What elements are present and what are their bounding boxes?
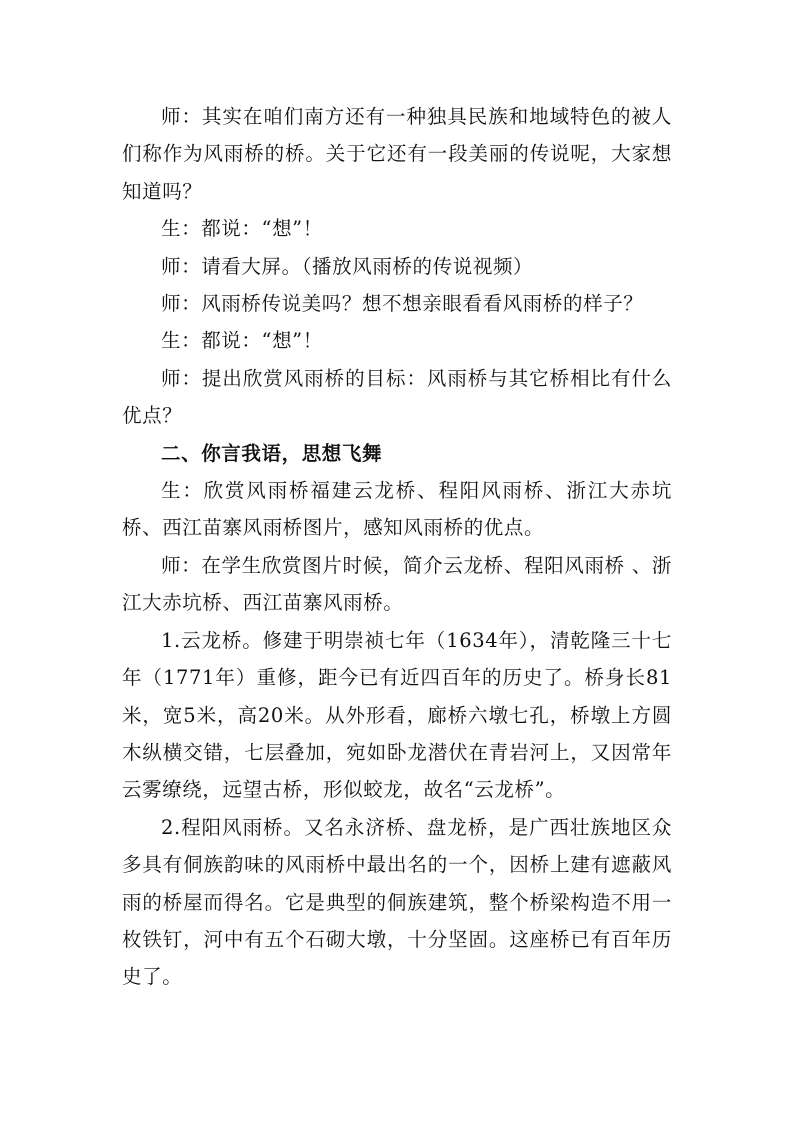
paragraph-chengyang-bridge: 2.程阳风雨桥。又名永济桥、盘龙桥，是广西壮族地区众多具有侗族韵味的风雨桥中最出名的一个，因桥上建有遮蔽风雨的桥屋而得名。它是典型的侗族建筑，整个桥梁构造不用一枚铁钉，河中有五个石砌大墩，十分坚固。这座桥已有百年历史了。 bbox=[122, 815, 672, 989]
section-heading: 二、你言我语，思想飞舞 bbox=[161, 441, 383, 465]
paragraph-students-reply-1: 生：都说：“想”！ bbox=[161, 217, 323, 241]
paragraph-teacher-brief: 师：在学生欣赏图片时候，简介云龙桥、程阳风雨桥 、浙江大赤坑桥、西江苗寨风雨桥。 bbox=[122, 553, 672, 615]
document-body bbox=[122, 98, 672, 996]
paragraph-students-appreciate: 生：欣赏风雨桥福建云龙桥、程阳风雨桥、浙江大赤坑桥、西江苗寨风雨桥图片，感知风雨桥的优点。 bbox=[122, 479, 672, 540]
paragraph-teacher-intro: 师：其实在咱们南方还有一种独具民族和地域特色的被人们称作为风雨桥的桥。关于它还有一段美丽的传说呢，大家想知道吗？ bbox=[122, 105, 672, 203]
paragraph-teacher-goal: 师：提出欣赏风雨桥的目标：风雨桥与其它桥相比有什么优点？ bbox=[122, 366, 672, 428]
paragraph-yunlong-bridge: 1.云龙桥。修建于明崇祯七年（1634年），清乾隆三十七年（1771年）重修，距今已有近四百年的历史了。桥身长81米，宽5米，高20米。从外形看，廊桥六墩七孔，桥墩上方圆木纵横交错，七层叠加，宛如卧龙潜伏在青岩河上，又因常年云雾缭绕，远望古桥，形似蛟龙，故名“云龙桥”。 bbox=[122, 628, 672, 802]
paragraph-teacher-video: 师：请看大屏。（播放风雨桥的传说视频） bbox=[161, 254, 534, 278]
paragraph-teacher-question: 师：风雨桥传说美吗？想不想亲眼看看风雨桥的样子？ bbox=[161, 292, 644, 316]
paragraph-students-reply-2: 生：都说：“想”！ bbox=[161, 329, 323, 353]
